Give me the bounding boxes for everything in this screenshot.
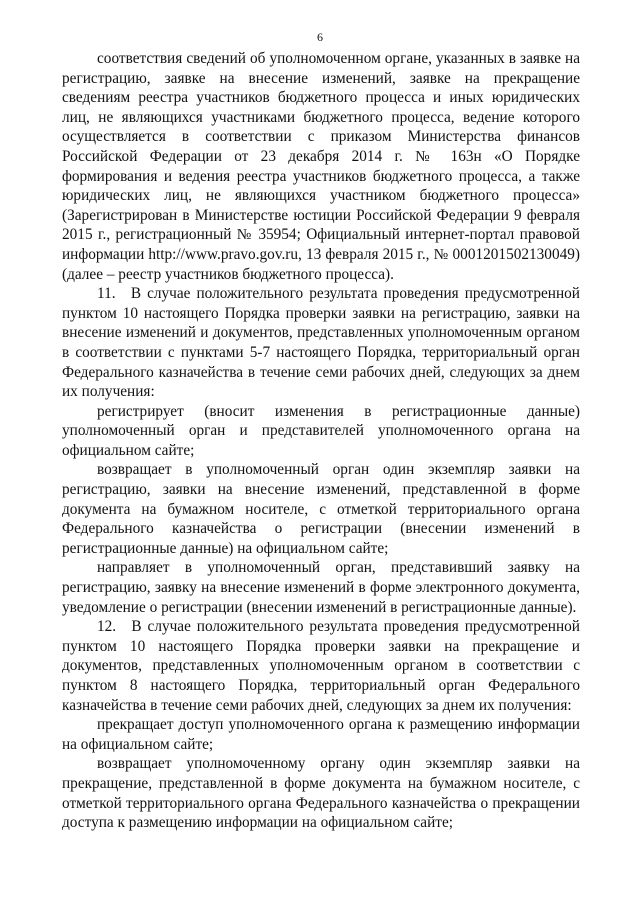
paragraph-12-terminates: прекращает доступ уполномоченного органа к размещению информации на официальном сайте; xyxy=(62,716,580,753)
paragraph-11-sends: направляет в уполномоченный орган, представивший заявку на регистрацию, заявку на внесение изменений в форме электронного документа, уведомление о регистрации (внесении изменений в регистрационные данные). xyxy=(62,559,580,616)
document-body xyxy=(62,49,580,833)
paragraph-11: 11. В случае положительного результата проведения предусмотренной пунктом 10 настоящего Порядка проверки заявки на регистрацию, заявки на внесение изменений и документов, представленных уполномоченным органом в соответствии с пунктами 5-7 настоящего Порядка, территориальный орган Федерального казначейства в течение семи рабочих дней, следующих за днем их получения: xyxy=(62,285,580,401)
page-number: 6 xyxy=(317,30,323,44)
paragraph-12: 12. В случае положительного результата проведения предусмотренной пунктом 10 настоящего Порядка проверки заявки на прекращение и документов, представленных уполномоченным органом в соответствии с пунктом 8 настоящего Порядка, территориальный орган Федерального казначейства в течение семи рабочих дней, следующих за днем их получения: xyxy=(62,618,580,714)
paragraph-11-registers: регистрирует (вносит изменения в регистрационные данные) уполномоченный орган и представителей уполномоченного органа на официальном сайте; xyxy=(62,402,580,459)
paragraph-11-returns: возвращает в уполномоченный орган один экземпляр заявки на регистрацию, заявки на внесение изменений, представленной в форме документа на бумажном носителе, с отметкой территориального органа Федерального казначейства о регистрации (внесении изменений в регистрационные данные) на официальном сайте; xyxy=(62,461,580,557)
paragraph-12-returns: возвращает уполномоченному органу один экземпляр заявки на прекращение, представленной в форме документа на бумажном носителе, с отметкой территориального органа Федерального казначейства о прекращении доступа к размещению информации на официальном сайте; xyxy=(62,755,580,832)
paragraph-reestr-intro: соответствия сведений об уполномоченном органе, указанных в заявке на регистрацию, заявке на внесение изменений, заявке на прекращение сведениям реестра участников бюджетного процесса и иных юридических лиц, не являющихся участниками бюджетного процесса, ведение которого осуществляется в соответствии с приказом Министерства финансов Российской Федерации от 23 декабря 2014 г. № 163н «О Порядке формирования и ведения реестра участников бюджетного процесса, а также юридических лиц, не являющихся участником бюджетного процесса» (Зарегистрирован в Министерстве юстиции Российской Федерации 9 февраля 2015 г., регистрационный № 35954; Официальный интернет-портал правовой информации http://www.pravo.gov.ru, 13 февраля 2015 г., № 0001201502130049) (далее – реестр участников бюджетного процесса). xyxy=(62,50,580,283)
